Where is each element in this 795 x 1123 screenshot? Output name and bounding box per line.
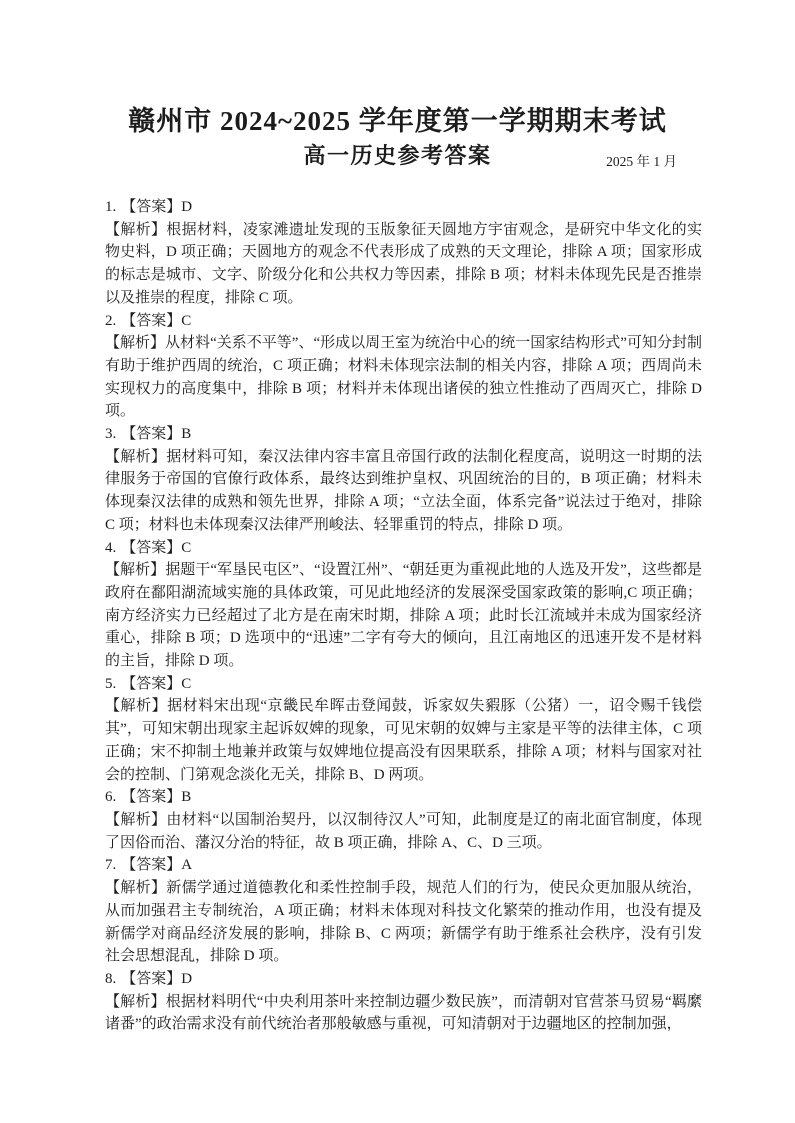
analysis-label: 【解析】 <box>105 880 167 897</box>
analysis-label: 【解析】 <box>105 698 168 715</box>
question-number: 8. <box>105 970 117 987</box>
analysis-label: 【解析】 <box>105 811 167 828</box>
analysis-label: 【解析】 <box>105 221 167 238</box>
answer-item <box>105 310 702 424</box>
answers-list <box>105 196 702 1036</box>
answer-label: 【答案】 <box>121 539 182 556</box>
question-number: 2. <box>105 312 117 329</box>
page-title: 赣州市 2024~2025 学年度第一学期期末考试 <box>128 106 667 136</box>
analysis-text: 根据材料明代“中央利用茶叶来控制边疆少数民族”，而清朝对官营茶马贸易“羁縻诸番”的政治需求没有前代统治者那般敏感与重视，可知清朝对于边疆地区的控制加强， <box>105 993 702 1033</box>
analysis-label: 【解析】 <box>105 562 166 579</box>
answer-label: 【答案】 <box>121 312 182 329</box>
answer-line <box>105 537 702 560</box>
answer-value: D <box>181 199 193 215</box>
answer-item <box>105 786 702 854</box>
answer-value: C <box>181 312 192 329</box>
answer-line <box>105 673 702 696</box>
answer-label: 【答案】 <box>121 199 182 215</box>
analysis-paragraph <box>105 332 702 423</box>
answer-label: 【答案】 <box>121 675 182 692</box>
analysis-text: 由材料“以国制治契丹，以汉制待汉人”可知，此制度是辽的南北面官制度，体现了因俗而治、藩汉分治的特征，故 B 项正确，排除 A、C、D 三项。 <box>105 811 702 851</box>
analysis-paragraph <box>105 877 702 968</box>
answer-label: 【答案】 <box>121 970 182 987</box>
subtitle-row <box>0 139 795 171</box>
answer-value: A <box>181 857 193 874</box>
question-number: 4. <box>105 539 117 556</box>
answer-line <box>105 968 702 991</box>
answer-item <box>105 968 702 1036</box>
answer-value: B <box>181 789 192 806</box>
answer-item <box>105 854 702 968</box>
answer-value: C <box>181 675 192 692</box>
answer-value: C <box>181 539 192 556</box>
answer-label: 【答案】 <box>121 857 182 874</box>
analysis-text: 根据材料，凌家滩遗址发现的玉版象征天圆地方宇宙观念，是研究中华文化的实物史料，D 项正确；天圆地方的观念不代表形成了成熟的天文理论，排除 A 项；国家形成的标志是城市、文字、阶级分化和公共权力等因素，排除 B 项；材料未体现先民是否推崇以及推崇的程度，排除 C 项。 <box>105 221 702 306</box>
question-number: 5. <box>105 675 117 692</box>
analysis-text: 据材料可知，秦汉法律内容丰富且帝国行政的法制化程度高，说明这一时期的法律服务于帝国的官僚行政体系，最终达到维护皇权、巩固统治的目的，B 项正确；材料未体现秦汉法律的成熟和领先世界，排除 A 项；“立法全面，体系完备”说法过于绝对，排除 C 项；材料也未体现秦汉法律严刑峻法、轻罪重罚的特点，排除 D 项。 <box>105 448 702 533</box>
answer-label: 【答案】 <box>121 426 182 443</box>
analysis-paragraph <box>105 219 702 310</box>
answer-value: D <box>181 970 193 987</box>
page-subtitle: 高一历史参考答案 <box>303 143 492 168</box>
answer-label: 【答案】 <box>121 789 182 806</box>
answer-item <box>105 673 702 787</box>
answer-item <box>105 537 702 673</box>
analysis-text: 据材料宋出现“京畿民牟晖击登闻鼓，诉家奴失豭豚（公猪）一，诏令赐千钱偿其”，可知宋朝出现家主起诉奴婢的现象，可见宋朝的奴婢与主家是平等的法律主体，C 项正确；宋不抑制土地兼并政策与奴婢地位提高没有因果联系，排除 A 项；材料与国家对社会的控制、门第观念淡化无关，排除 B、D 两项。 <box>105 698 702 783</box>
analysis-paragraph <box>105 695 702 786</box>
analysis-label: 【解析】 <box>105 993 166 1010</box>
answer-value: B <box>181 426 192 443</box>
analysis-label: 【解析】 <box>105 448 167 465</box>
answer-line <box>105 854 702 877</box>
page-date: 2025 年 1 月 <box>606 154 677 169</box>
analysis-text: 新儒学通过道德教化和柔性控制手段，规范人们的行为，使民众更加服从统治，从而加强君主专制统治，A 项正确；材料未体现对科技文化繁荣的推动作用，也没有提及新儒学对商品经济发展的影响，排除 B、C 两项；新儒学有助于维系社会秩序，没有引发社会思想混乱，排除 D 项。 <box>105 880 702 965</box>
analysis-label: 【解析】 <box>105 335 166 352</box>
answer-item <box>105 196 702 310</box>
question-number: 3. <box>105 426 117 443</box>
analysis-paragraph <box>105 446 702 537</box>
analysis-paragraph <box>105 991 702 1036</box>
analysis-paragraph <box>105 809 702 854</box>
answer-line <box>105 310 702 333</box>
analysis-paragraph <box>105 559 702 673</box>
question-number: 7. <box>105 857 117 874</box>
question-number: 6. <box>105 789 117 806</box>
answer-line <box>105 786 702 809</box>
question-number: 1. <box>105 199 117 215</box>
analysis-text: 据题干“军垦民屯区”、“设置江州”、“朝廷更为重视此地的人选及开发”，这些都是政府在鄱阳湖流域实施的具体政策，可见此地经济的发展深受国家政策的影响,C 项正确；南方经济实力已经超过了北方是在南宋时期，排除 A 项；此时长江流域并未成为国家经济重心，排除 B 项；D 选项中的“迅速”二字有夸大的倾向，且江南地区的迅速开发不是材料的主旨，排除 D 项。 <box>105 562 702 670</box>
answer-item <box>105 423 702 537</box>
answer-line <box>105 423 702 446</box>
answer-line <box>105 196 702 219</box>
analysis-text: 从材料“关系不平等”、“形成以周王室为统治中心的统一国家结构形式”可知分封制有助于维护西周的统治，C 项正确；材料未体现宗法制的相关内容，排除 A 项；西周尚未实现权力的高度集中，排除 B 项；材料并未体现出诸侯的独立性推动了西周灭亡，排除 D 项。 <box>105 335 702 420</box>
